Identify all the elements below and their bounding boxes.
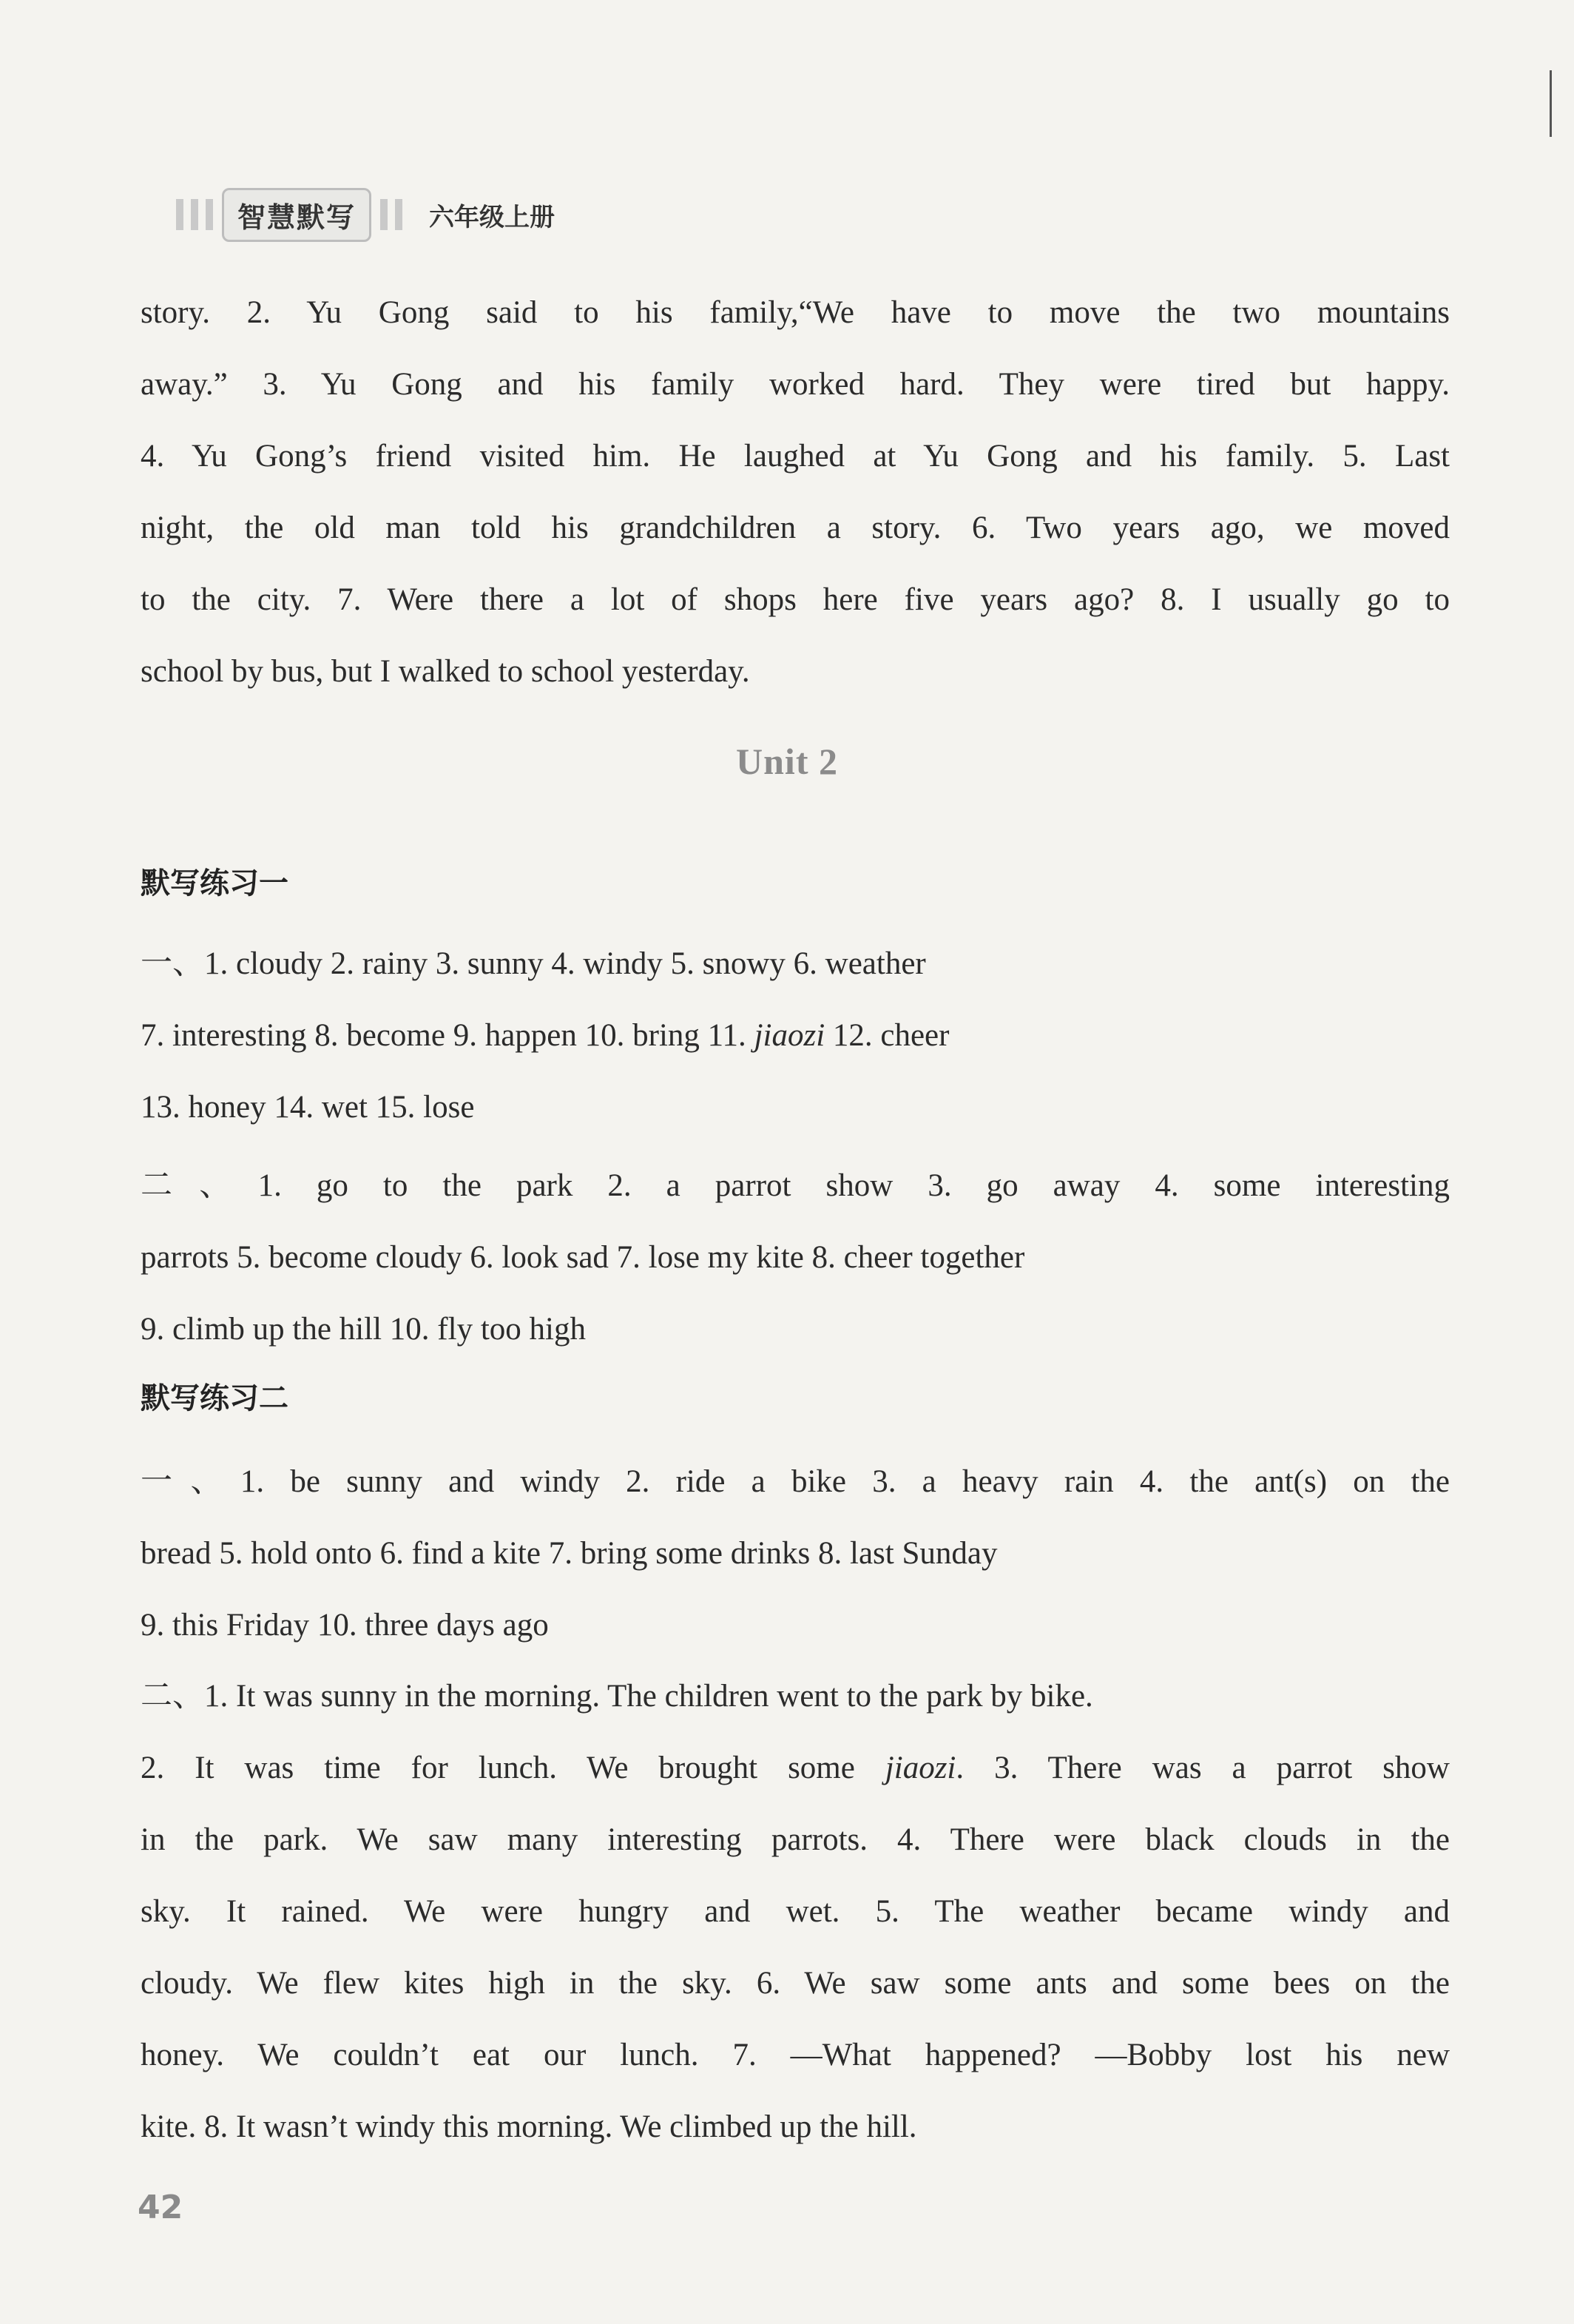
exercise1-part1 bbox=[141, 928, 1450, 1143]
text-line bbox=[141, 1732, 1450, 1804]
italic-word: jiaozi bbox=[885, 1751, 956, 1785]
unit-title: Unit 2 bbox=[736, 741, 838, 782]
text-line: 一、1. cloudy 2. rainy 3. sunny 4. windy 5. snowy 6. weather bbox=[141, 946, 926, 981]
text-line: 9. climb up the hill 10. fly too high bbox=[141, 1312, 586, 1347]
text-line: honey. We couldn’t eat our lunch. 7. —What happened? —Bobby lost his new bbox=[141, 2038, 1450, 2072]
exercise-title: 默写练习一 bbox=[141, 866, 288, 900]
exercise2-part2 bbox=[141, 1660, 1450, 2163]
text-line: kite. 8. It wasn’t windy this morning. We climbed up the hill. bbox=[141, 2109, 917, 2144]
text-line: to the city. 7. Were there a lot of shops here five years ago? 8. I usually go to bbox=[141, 582, 1450, 617]
page-edge-mark bbox=[1550, 70, 1552, 137]
text-line bbox=[141, 1000, 1450, 1071]
text-line: 二、1. It was sunny in the morning. The children went to the park by bike. bbox=[141, 1679, 1093, 1714]
text-line: 13. honey 14. wet 15. lose bbox=[141, 1090, 475, 1125]
exercise-title: 默写练习二 bbox=[141, 1381, 288, 1415]
text-line: cloudy. We flew kites high in the sky. 6. We saw some ants and some bees on the bbox=[141, 1966, 1450, 2001]
text-line: in the park. We saw many interesting parrots. 4. There were black clouds in the bbox=[141, 1822, 1450, 1857]
text-line: bread 5. hold onto 6. find a kite 7. bring some drinks 8. last Sunday bbox=[141, 1536, 998, 1571]
text-line: parrots 5. become cloudy 6. look sad 7. lose my kite 8. cheer together bbox=[141, 1240, 1025, 1275]
page-number: 42 bbox=[138, 2189, 183, 2226]
text-segment: 12. cheer bbox=[825, 1018, 950, 1053]
header-stripes-left bbox=[176, 199, 213, 230]
text-line: 一、1. be sunny and windy 2. ride a bike 3. a heavy rain 4. the ant(s) on the bbox=[141, 1464, 1450, 1499]
italic-word: jiaozi bbox=[754, 1018, 825, 1053]
grade-label: 六年级上册 bbox=[429, 202, 555, 232]
text-line: story. 2. Yu Gong said to his family,“We have to move the two mountains bbox=[141, 295, 1450, 330]
exercise1-part2 bbox=[141, 1150, 1450, 1365]
text-line: 二、1. go to the park 2. a parrot show 3. go away 4. some interesting bbox=[141, 1168, 1450, 1203]
text-segment: 7. interesting 8. become 9. happen 10. bring 11. bbox=[141, 1018, 754, 1053]
page-header bbox=[176, 189, 555, 240]
book-title-badge: 智慧默写 bbox=[222, 188, 371, 242]
text-segment: . 3. There was a parrot show bbox=[956, 1751, 1450, 1785]
text-segment: 2. It was time for lunch. We brought some bbox=[141, 1751, 885, 1785]
text-line: 9. this Friday 10. three days ago bbox=[141, 1608, 549, 1643]
text-line: 4. Yu Gong’s friend visited him. He laughed at Yu Gong and his family. 5. Last bbox=[141, 439, 1450, 474]
text-line: sky. It rained. We were hungry and wet. 5. The weather became windy and bbox=[141, 1894, 1450, 1929]
header-stripes-right bbox=[380, 199, 402, 230]
text-line: night, the old man told his grandchildren a story. 6. Two years ago, we moved bbox=[141, 511, 1450, 545]
top-answer-paragraph bbox=[141, 277, 1450, 707]
text-line: away.” 3. Yu Gong and his family worked hard. They were tired but happy. bbox=[141, 367, 1450, 402]
exercise2-part1 bbox=[141, 1446, 1450, 1661]
text-line: school by bus, but I walked to school yesterday. bbox=[141, 654, 750, 689]
